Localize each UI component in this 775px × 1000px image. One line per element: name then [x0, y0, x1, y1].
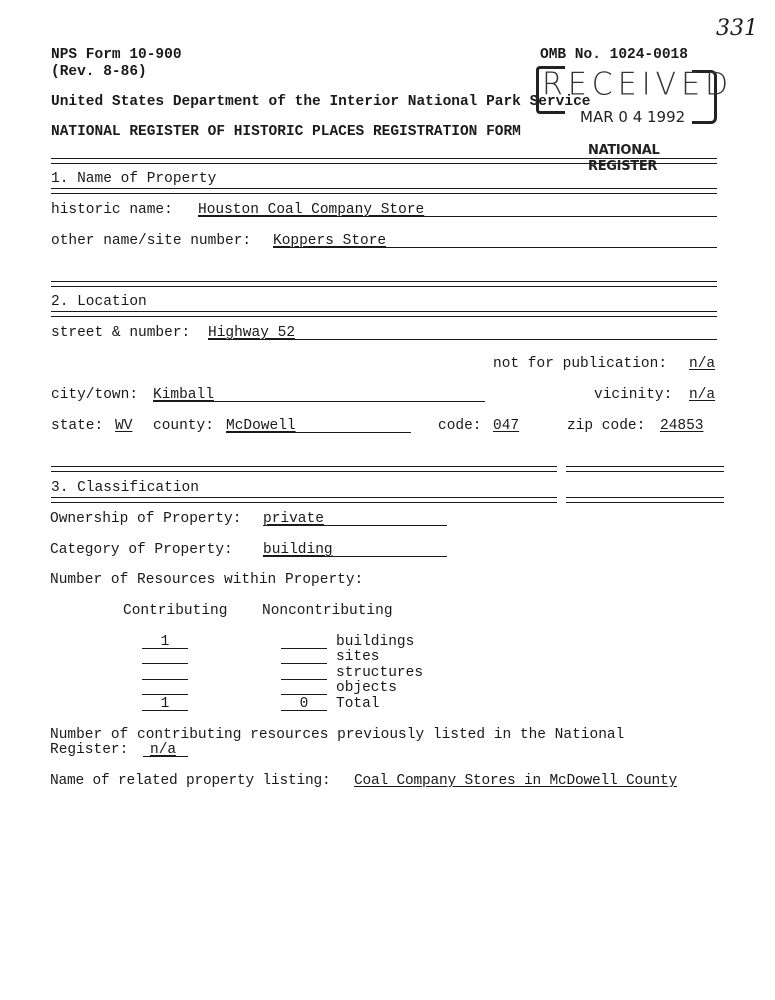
historic-name-value: Houston Coal Company Store: [198, 202, 425, 218]
not-for-publication-label: not for publication:: [493, 356, 668, 372]
county-value: McDowell: [226, 418, 296, 434]
street-line: [208, 339, 717, 340]
state-value: WV: [115, 418, 133, 434]
page-number: 331: [716, 16, 758, 41]
noncontributing-blank: [281, 679, 327, 680]
zip-label: zip code:: [567, 418, 646, 434]
ownership-line: [263, 525, 447, 526]
section-3-bottom-rule-right: [566, 497, 724, 503]
historic-name-line: [198, 216, 717, 217]
section-3-heading: 3. Classification: [51, 480, 199, 496]
state-label: state:: [51, 418, 104, 434]
category-label: Category of Property:: [50, 542, 233, 558]
agency-name: United States Department of the Interior National Park Service: [51, 94, 591, 110]
resources-label: Number of Resources within Property:: [50, 572, 364, 588]
code-label: code:: [438, 418, 482, 434]
form-revision: (Rev. 8-86): [51, 64, 147, 80]
section-1-heading: 1. Name of Property: [51, 171, 217, 187]
resource-type-label: buildings: [336, 634, 415, 650]
street-value: Highway 52: [208, 325, 296, 341]
county-line: [226, 432, 411, 433]
stamp-word: RECEIVED: [542, 66, 734, 103]
prev-listed-line: [143, 756, 188, 757]
other-name-label: other name/site number:: [51, 233, 252, 249]
resource-type-label: Total: [336, 696, 380, 712]
section-3-bottom-rule-left: [51, 497, 557, 503]
related-listing-value: Coal Company Stores in McDowell County: [354, 773, 678, 789]
form-name: NPS Form 10-900: [51, 47, 182, 63]
contributing-column-header: Contributing: [123, 603, 228, 619]
stamp-date: MAR 0 4 1992: [580, 108, 686, 126]
vicinity-value: n/a: [689, 387, 716, 403]
vicinity-label: vicinity:: [594, 387, 673, 403]
section-1-top-rule: [51, 158, 717, 164]
noncontributing-blank: [281, 648, 327, 649]
category-value: building: [263, 542, 333, 558]
city-line: [153, 401, 485, 402]
city-value: Kimball: [153, 387, 214, 403]
prev-listed-value: n/a: [150, 742, 177, 758]
section-2-heading: 2. Location: [51, 294, 147, 310]
code-value: 047: [493, 418, 520, 434]
stamp-line-2: REGISTER: [588, 159, 658, 174]
section-3-top-rule-right: [566, 466, 724, 472]
contributing-count: 1: [160, 634, 170, 650]
resource-type-label: objects: [336, 680, 397, 696]
contributing-blank: [142, 710, 188, 711]
related-listing-label: Name of related property listing:: [50, 773, 331, 789]
ownership-label: Ownership of Property:: [50, 511, 242, 527]
form-title: NATIONAL REGISTER OF HISTORIC PLACES REGISTRATION FORM: [51, 124, 521, 140]
zip-value: 24853: [660, 418, 704, 434]
noncontributing-blank: [281, 663, 327, 664]
stamp-line-1: NATIONAL: [588, 143, 660, 158]
contributing-blank: [142, 648, 188, 649]
section-2-bottom-rule: [51, 311, 717, 317]
contributing-blank: [142, 663, 188, 664]
contributing-count: 1: [160, 696, 170, 712]
resource-type-label: sites: [336, 649, 380, 665]
prev-listed-label-line-1: Number of contributing resources previously listed in the National: [50, 727, 625, 743]
noncontributing-blank: [281, 694, 327, 695]
noncontributing-column-header: Noncontributing: [262, 603, 393, 619]
not-for-publication-value: n/a: [689, 356, 716, 372]
category-line: [263, 556, 447, 557]
street-label: street & number:: [51, 325, 191, 341]
noncontributing-blank: [281, 710, 327, 711]
resource-type-label: structures: [336, 665, 424, 681]
city-label: city/town:: [51, 387, 139, 403]
section-1-bottom-rule: [51, 188, 717, 194]
prev-listed-label-line-2: Register:: [50, 742, 129, 758]
county-label: county:: [153, 418, 214, 434]
historic-name-label: historic name:: [51, 202, 173, 218]
other-name-value: Koppers Store: [273, 233, 387, 249]
section-3-top-rule-left: [51, 466, 557, 472]
other-name-line: [273, 247, 717, 248]
omb-number: OMB No. 1024-0018: [540, 47, 688, 63]
section-2-top-rule: [51, 281, 717, 287]
contributing-blank: [142, 679, 188, 680]
ownership-value: private: [263, 511, 324, 527]
noncontributing-count: 0: [299, 696, 309, 712]
contributing-blank: [142, 694, 188, 695]
